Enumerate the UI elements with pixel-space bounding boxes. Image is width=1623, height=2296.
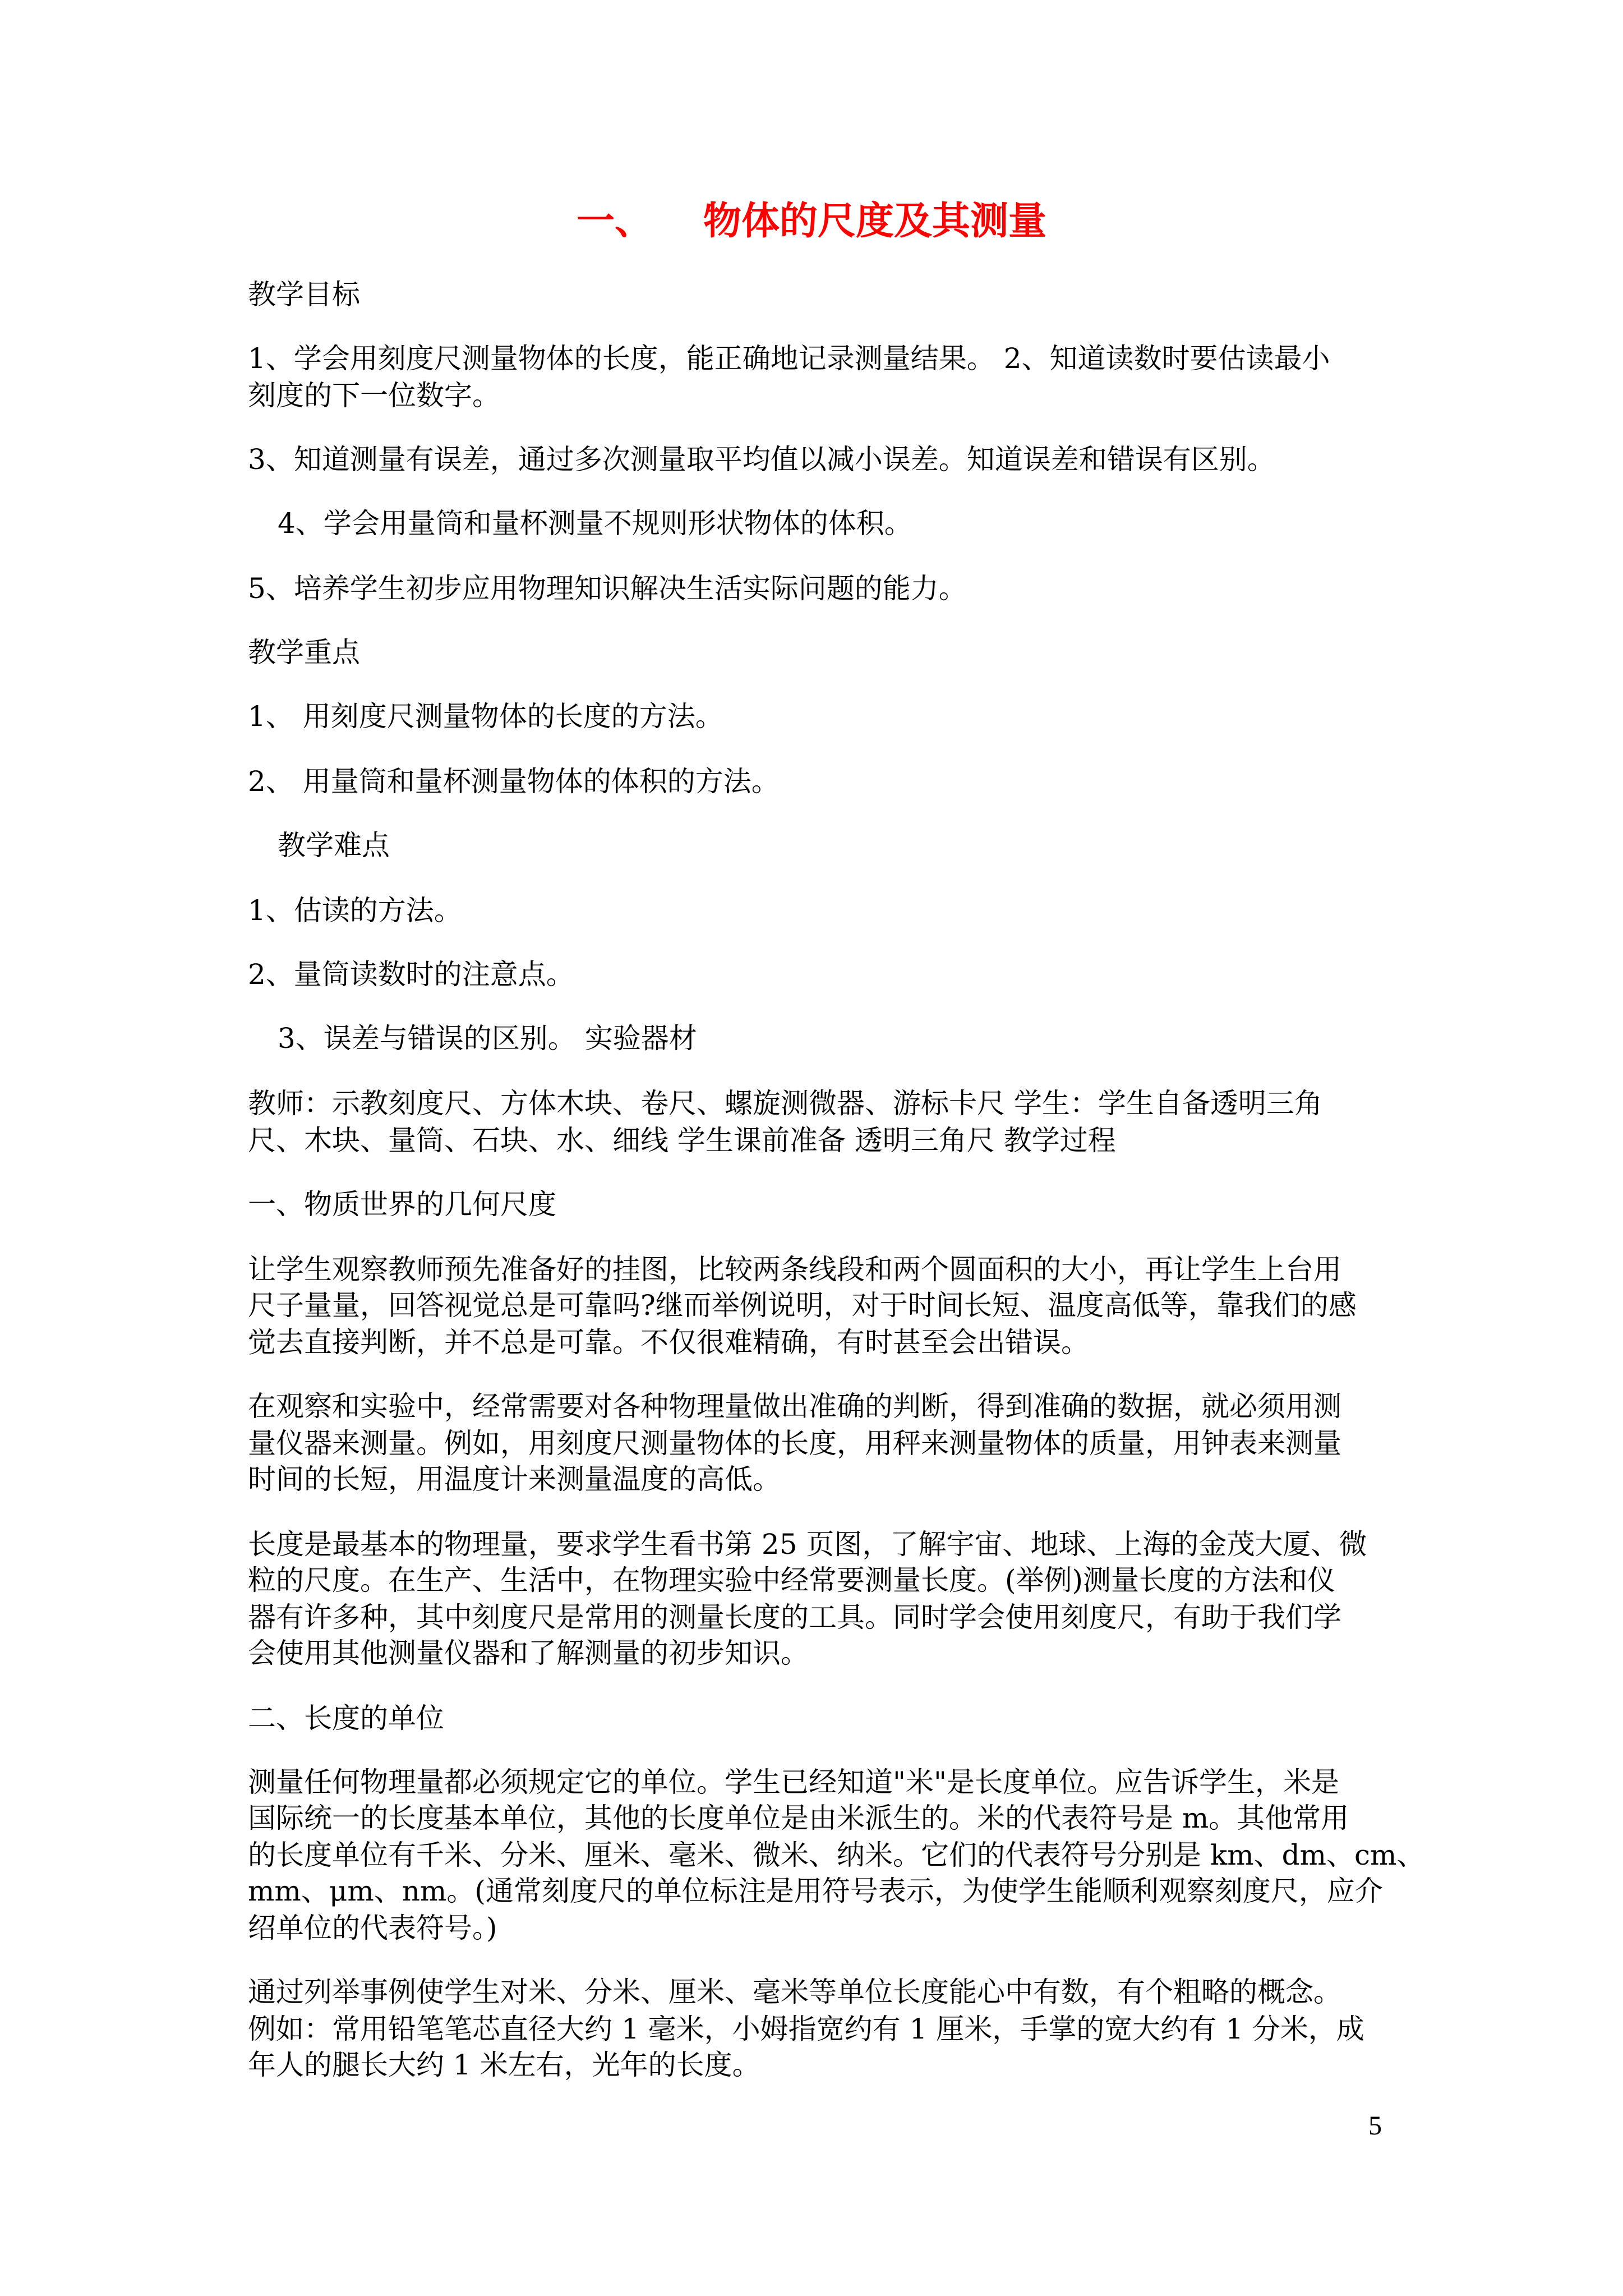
heading-difficulties: 教学难点 <box>278 829 390 862</box>
text-line: 3、知道测量有误差，通过多次测量取平均值以减小误差。知道误差和错误有区别。 <box>248 443 1275 476</box>
text-line: 让学生观察教师预先准备好的挂图，比较两条线段和两个圆面积的大小，再让学生上台用 <box>248 1253 1341 1286</box>
text-line: 年人的腿长大约 1 米左右，光年的长度。 <box>248 2049 760 2081</box>
page-number: 5 <box>1368 2111 1382 2141</box>
text-line: 2、量筒读数时的注意点。 <box>248 958 574 991</box>
text-line: 1、 用刻度尺测量物体的长度的方法。 <box>248 700 723 733</box>
text-line: 量仪器来测量。例如，用刻度尺测量物体的长度，用秤来测量物体的质量，用钟表来测量 <box>248 1427 1341 1460</box>
section-heading-1: 一、物质世界的几何尺度 <box>248 1188 556 1221</box>
text-line: 3、误差与错误的区别。 实验器材 <box>278 1022 697 1055</box>
text-line: 国际统一的长度基本单位，其他的长度单位是由米派生的。米的代表符号是 m。其他常用 <box>248 1802 1349 1834</box>
title-number: 一、 <box>576 199 653 243</box>
text-line: 尺子量量，回答视觉总是可靠吗?继而举例说明，对于时间长短、温度高低等，靠我们的感 <box>248 1289 1357 1322</box>
text-line: 觉去直接判断，并不总是可靠。不仅很难精确，有时甚至会出错误。 <box>248 1326 1089 1359</box>
heading-key-points: 教学重点 <box>248 636 360 669</box>
text-line: 5、培养学生初步应用物理知识解决生活实际问题的能力。 <box>248 572 967 605</box>
title-text: 物体的尺度及其测量 <box>703 199 1047 243</box>
text-line: 会使用其他测量仪器和了解测量的初步知识。 <box>248 1637 809 1669</box>
text-line: 器有许多种，其中刻度尺是常用的测量长度的工具。同时学会使用刻度尺，有助于我们学 <box>248 1601 1341 1634</box>
text-line: mm、μm、nm。(通常刻度尺的单位标注是用符号表示，为使学生能顺利观察刻度尺，应介 <box>248 1875 1383 1907</box>
text-line: 绍单位的代表符号。) <box>248 1912 497 1944</box>
text-line: 尺、木块、量筒、石块、水、细线 学生课前准备 透明三角尺 教学过程 <box>248 1124 1116 1157</box>
text-line: 例如：常用铅笔笔芯直径大约 1 毫米，小姆指宽约有 1 厘米，手掌的宽大约有 1 分米，成 <box>248 2013 1364 2045</box>
text-line: 1、估读的方法。 <box>248 894 462 927</box>
text-line: 2、 用量筒和量杯测量物体的体积的方法。 <box>248 765 780 798</box>
text-line: 刻度的下一位数字。 <box>248 379 500 412</box>
text-line: 的长度单位有千米、分米、厘米、毫米、微米、纳米。它们的代表符号分别是 km、dm、cm、 <box>248 1839 1425 1871</box>
text-line: 通过列举事例使学生对米、分米、厘米、毫米等单位长度能心中有数，有个粗略的概念。 <box>248 1976 1341 2008</box>
text-line: 在观察和实验中，经常需要对各种物理量做出准确的判断，得到准确的数据，就必须用测 <box>248 1390 1341 1423</box>
text-line: 粒的尺度。在生产、生活中，在物理实验中经常要测量长度。(举例)测量长度的方法和仪 <box>248 1564 1336 1596</box>
text-line: 长度是最基本的物理量，要求学生看书第 25 页图，了解宇宙、地球、上海的金茂大厦、微 <box>248 1528 1367 1561</box>
heading-objectives: 教学目标 <box>248 278 360 311</box>
text-line: 测量任何物理量都必须规定它的单位。学生已经知道"米"是长度单位。应告诉学生，米是 <box>248 1766 1339 1798</box>
text-line: 1、学会用刻度尺测量物体的长度，能正确地记录测量结果。 2、知道读数时要估读最小 <box>248 342 1330 375</box>
section-heading-2: 二、长度的单位 <box>248 1702 444 1734</box>
page-title <box>0 196 1623 247</box>
text-line: 教师：示教刻度尺、方体木块、卷尺、螺旋测微器、游标卡尺 学生：学生自备透明三角 <box>248 1087 1322 1120</box>
text-line: 时间的长短，用温度计来测量温度的高低。 <box>248 1463 781 1496</box>
text-line: 4、学会用量筒和量杯测量不规则形状物体的体积。 <box>278 507 912 540</box>
